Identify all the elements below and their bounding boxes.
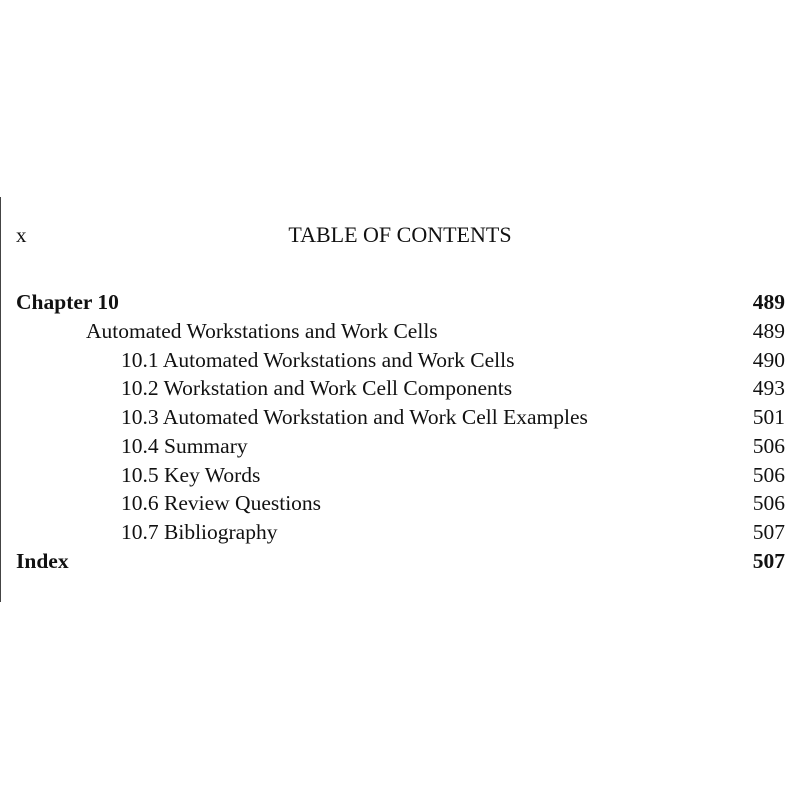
- toc-entry-chapter-title[interactable]: [0, 317, 800, 346]
- toc-entry-section-10-1[interactable]: [0, 346, 800, 375]
- toc-entry-label: 10.1 Automated Workstations and Work Cells: [121, 347, 515, 372]
- toc-entry-page: 493: [752, 376, 785, 401]
- toc-entry-index[interactable]: [0, 547, 800, 576]
- toc-entry-page: 489: [752, 318, 785, 343]
- toc-entry-page: 490: [752, 347, 785, 372]
- toc-entry-section-10-2[interactable]: [0, 374, 800, 403]
- toc-entry-page: 501: [752, 405, 785, 429]
- table-of-contents: [0, 288, 800, 576]
- toc-entry-label: Index: [16, 548, 69, 573]
- toc-entry-label: Chapter 10: [16, 290, 119, 314]
- toc-entry-page: 489: [752, 290, 785, 314]
- toc-entry-label: 10.5 Key Words: [121, 462, 261, 487]
- toc-entry-page: 507: [752, 520, 785, 544]
- toc-entry-label: 10.6 Review Questions: [121, 491, 322, 516]
- page-number: x: [16, 223, 27, 247]
- toc-entry-section-10-4[interactable]: [0, 432, 800, 461]
- toc-entry-section-10-6[interactable]: [0, 489, 800, 518]
- page-title: TABLE OF CONTENTS: [288, 222, 512, 247]
- toc-entry-page: 507: [752, 548, 785, 573]
- toc-entry-label: Automated Workstations and Work Cells: [86, 318, 438, 343]
- toc-entry-page: 506: [752, 462, 785, 487]
- toc-entry-label: 10.4 Summary: [121, 433, 248, 458]
- toc-entry-section-10-5[interactable]: [0, 461, 800, 490]
- toc-entry-page: 506: [752, 491, 785, 516]
- toc-entry-section-10-3[interactable]: [0, 403, 800, 432]
- toc-entry-label: 10.3 Automated Workstation and Work Cell Examples: [121, 405, 588, 429]
- toc-entry-section-10-7[interactable]: [0, 518, 800, 547]
- toc-entry-label: 10.7 Bibliography: [121, 520, 278, 544]
- toc-entry-chapter-10[interactable]: [0, 288, 800, 317]
- toc-entry-label: 10.2 Workstation and Work Cell Components: [121, 376, 513, 401]
- toc-entry-page: 506: [752, 433, 785, 458]
